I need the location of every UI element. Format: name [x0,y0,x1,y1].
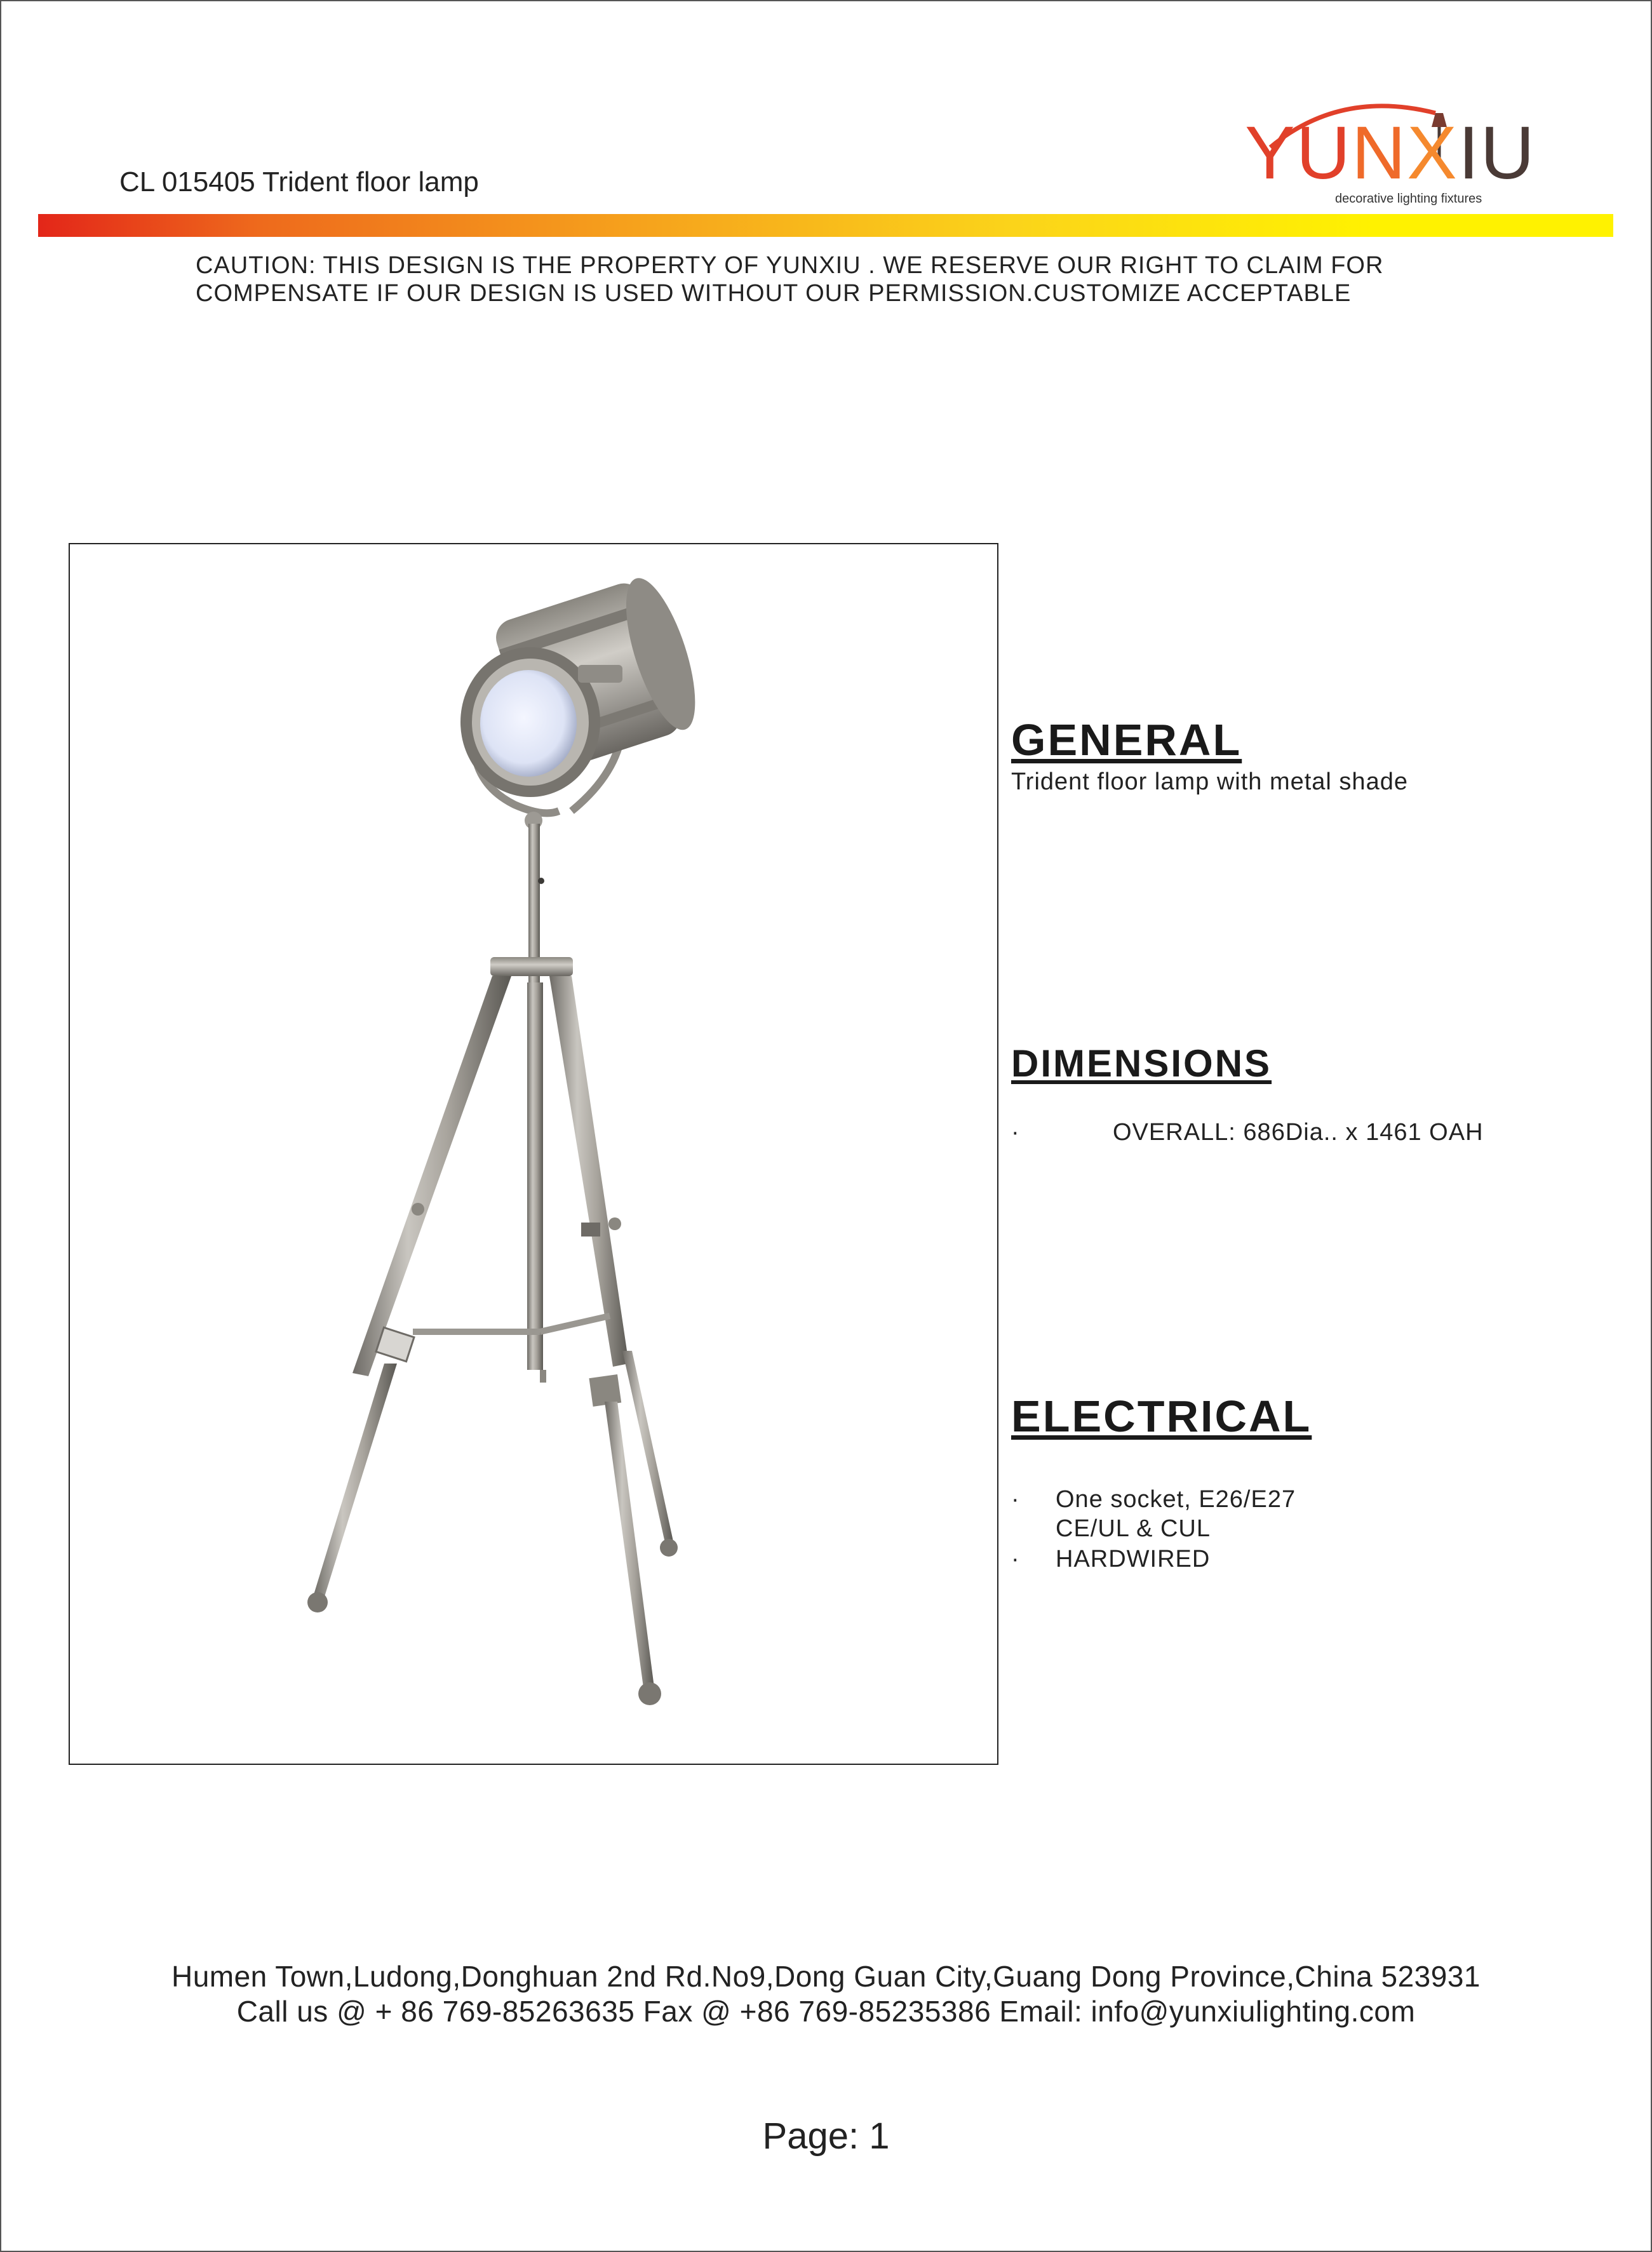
general-description: Trident floor lamp with metal shade [1011,768,1408,795]
dimensions-heading: DIMENSIONS [1011,1042,1272,1085]
dimensions-item [1011,1119,1484,1146]
bullet-icon: · [1011,1486,1020,1513]
electrical-certification: CE/UL & CUL [1056,1515,1211,1542]
electrical-hardwired: HARDWIRED [1056,1546,1211,1572]
product-image-frame [69,543,998,1765]
logo-tagline: decorative lighting fixtures [1335,192,1482,206]
tripod-floor-lamp-image [70,544,997,1764]
product-title: CL 015405 Trident floor lamp [119,166,479,198]
bullet-icon: · [1011,1119,1020,1146]
caution-notice [196,251,1383,307]
logo-wordmark: YUNXIU [1245,111,1536,195]
electrical-socket: One socket, E26/E27 [1056,1486,1296,1513]
electrical-item-1 [1011,1486,1296,1513]
footer-address: Humen Town,Ludong,Donghuan 2nd Rd.No9,Dong Guan City,Guang Dong Province,China 523931 [171,1960,1481,1993]
electrical-item-2 [1011,1546,1210,1573]
electrical-heading: ELECTRICAL [1011,1391,1312,1441]
dimensions-overall: OVERALL: 686Dia.. x 1461 OAH [1113,1119,1484,1146]
header-gradient-bar [38,214,1613,237]
page-number: Page: 1 [762,2115,890,2157]
caution-line-1: CAUTION: THIS DESIGN IS THE PROPERTY OF YUNXIU . WE RESERVE OUR RIGHT TO CLAIM FOR [196,252,1384,279]
bullet-icon: · [1011,1546,1020,1572]
brand-logo [1245,89,1536,210]
footer-contact: Call us @ + 86 769-85263635 Fax @ +86 769-85235386 Email: info@yunxiulighting.com [236,1995,1416,2028]
general-heading: GENERAL [1011,715,1242,765]
caution-line-2: COMPENSATE IF OUR DESIGN IS USED WITHOUT OUR PERMISSION.CUSTOMIZE ACCEPTABLE [196,280,1352,307]
